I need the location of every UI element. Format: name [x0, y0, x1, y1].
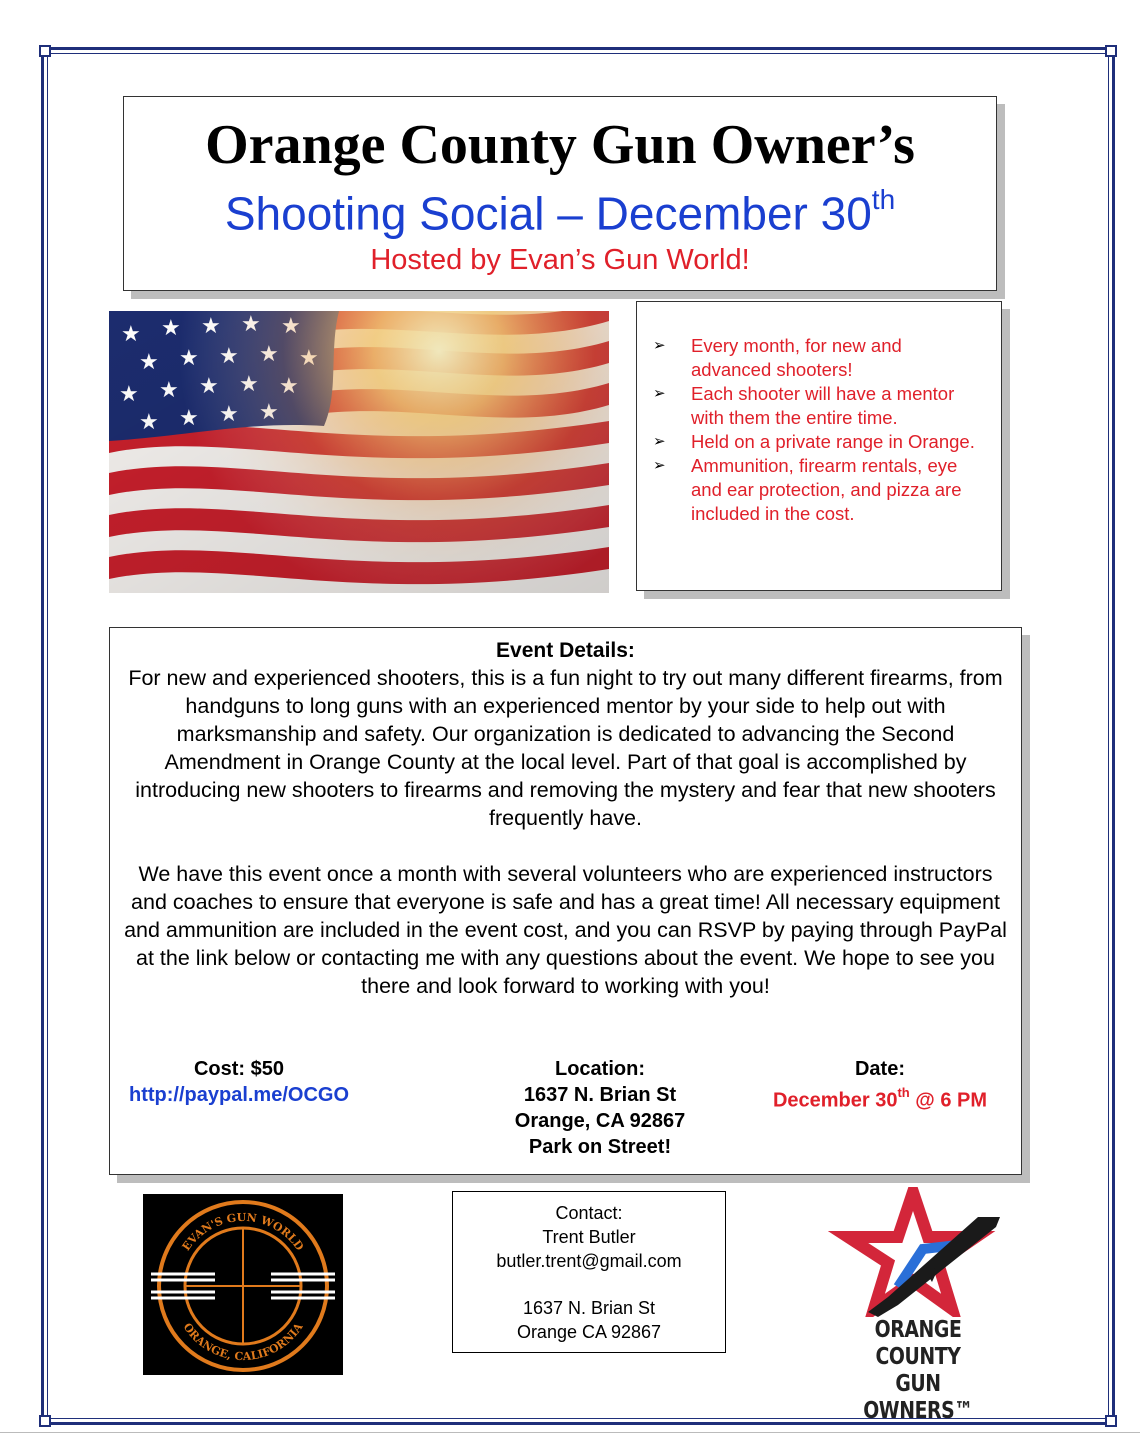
list-item-text: Every month, for new and advanced shooters!	[691, 335, 902, 380]
evans-logo-top-path: EVAN'S GUN WORLD	[179, 1210, 307, 1254]
arrow-bullet-icon: ➢	[653, 457, 666, 474]
event-subtitle	[124, 177, 996, 240]
date-value	[740, 1082, 1020, 1114]
cost-label: Cost: $50	[193, 1058, 285, 1080]
corner-ornament	[39, 45, 51, 57]
contact-box	[452, 1191, 726, 1353]
cost-column	[110, 1056, 368, 1108]
arrow-bullet-icon: ➢	[653, 337, 666, 354]
contact-address-city: Orange CA 92867	[516, 1322, 662, 1342]
location-column	[480, 1056, 720, 1160]
arrow-bullet-icon: ➢	[653, 433, 666, 450]
event-info-row	[110, 1056, 1021, 1166]
paypal-link[interactable]: http://paypal.me/OCGO	[128, 1084, 350, 1106]
highlights-box	[636, 301, 1002, 591]
list-item-text: Ammunition, firearm rentals, eye and ear protection, and pizza are included in the cost.	[691, 455, 962, 524]
host-line: Hosted by Evan’s Gun World!	[370, 244, 750, 277]
list-item-text: Each shooter will have a mentor with them the entire time.	[691, 383, 955, 428]
location-label: Location:	[555, 1058, 645, 1080]
highlights-list	[637, 302, 1001, 526]
list-item-text: Held on a private range in Orange.	[691, 431, 975, 452]
subtitle-ordinal: th	[871, 184, 896, 215]
corner-ornament	[1105, 45, 1117, 57]
title-box	[123, 96, 997, 291]
date-label: Date:	[854, 1058, 905, 1080]
ocgo-logo	[828, 1187, 1008, 1424]
evans-logo-bottom-path: ORANGE, CALIFORNIA	[180, 1320, 306, 1364]
ocgo-wordmark	[844, 1317, 992, 1425]
date-column	[740, 1056, 1020, 1114]
evans-gun-world-logo	[143, 1194, 343, 1375]
location-street: 1637 N. Brian St	[523, 1084, 677, 1106]
ocgo-wordmark-line1: ORANGE COUNTY	[874, 1317, 962, 1370]
details-paragraph: We have this event once a month with several volunteers who are experienced instructors and coaches to ensure that everyone is safe and has a great time! All necessary equipment and ammunition are included in the event cost, and you can RSVP by paying through PayPal at the link below or contacting me with any questions about the event. We hope to see you there and look forward to working with you!	[124, 862, 1007, 998]
corner-ornament	[1105, 1415, 1117, 1427]
date-ordinal: th	[897, 1085, 910, 1100]
contact-name: Trent Butler	[542, 1227, 636, 1247]
contact-address-street: 1637 N. Brian St	[522, 1298, 656, 1318]
star-rifle-icon	[828, 1187, 1008, 1317]
details-paragraph: For new and experienced shooters, this is a fun night to try out many different firearms, from handguns to long guns with an experienced mentor by your side to help out with marksmanship and safety. Our organization is dedicated to advancing the Second Amendment in Orange County at the local level. Part of that goal is accomplished by introducing new shooters to firearms and removing the mystery and fear that new shooters frequently have.	[128, 666, 1003, 830]
list-item	[653, 430, 987, 454]
subtitle-text: Shooting Social – December 30	[224, 187, 872, 240]
list-item	[653, 454, 987, 526]
list-item	[653, 334, 987, 382]
date-main: December 30	[772, 1089, 898, 1112]
arrow-bullet-icon: ➢	[653, 385, 666, 402]
location-parking: Park on Street!	[528, 1136, 672, 1158]
ocgo-wordmark-line2: GUN OWNERS™	[863, 1371, 973, 1424]
contact-label: Contact:	[555, 1203, 623, 1223]
page-title: Orange County Gun Owner’s	[205, 114, 915, 176]
contact-email[interactable]: butler.trent@gmail.com	[496, 1251, 682, 1271]
event-details-box	[109, 627, 1022, 1175]
date-time: @ 6 PM	[909, 1089, 988, 1112]
page-divider	[0, 1432, 1140, 1433]
location-city: Orange, CA 92867	[514, 1110, 686, 1132]
corner-ornament	[39, 1415, 51, 1427]
details-heading: Event Details:	[496, 639, 635, 662]
american-flag-image	[109, 311, 609, 593]
list-item	[653, 382, 987, 430]
